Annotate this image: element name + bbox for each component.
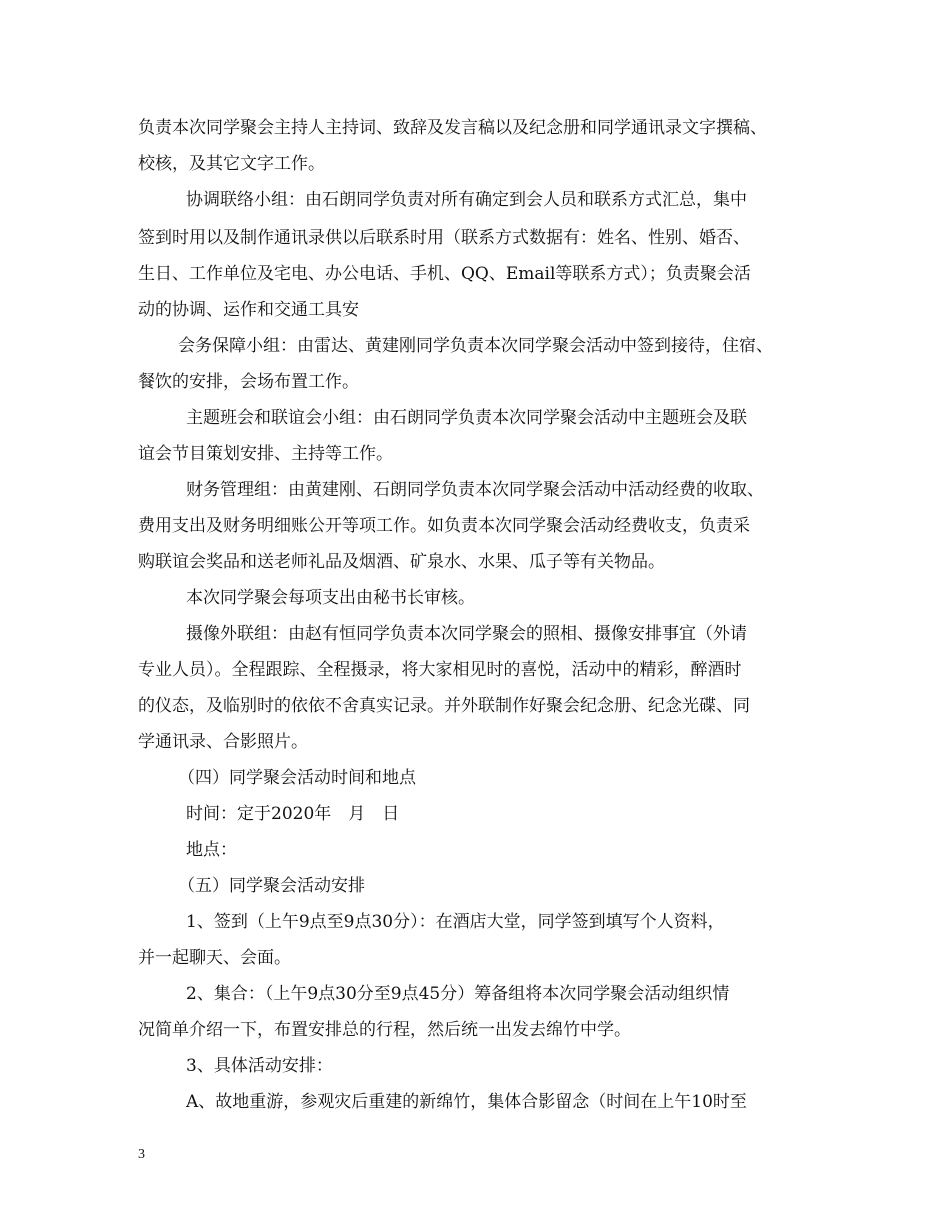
text-line: 财务管理组：由黄建刚、石朗同学负责本次同学聚会活动中活动经费的收取、: [186, 480, 764, 500]
text-line: 生日、工作单位及宅电、办公电话、手机、QQ、Email等联系方式）；负责聚会活: [138, 264, 751, 284]
text-line: 签到时用以及制作通讯录供以后联系时用（联系方式数据有：姓名、性别、婚否、: [138, 228, 750, 248]
text-line: 并一起聊天、会面。: [138, 948, 291, 968]
text-line: 本次同学聚会每项支出由秘书长审核。: [186, 588, 475, 608]
text-line: 摄像外联组：由赵有恒同学负责本次同学聚会的照相、摄像安排事宜（外请: [186, 624, 747, 644]
page-number: 3: [138, 1147, 145, 1162]
section-heading: （四）同学聚会活动时间和地点: [178, 768, 416, 788]
text-line: 学通讯录、合影照片。: [138, 732, 308, 752]
text-line: 时间：定于2020年 月 日: [186, 804, 400, 824]
text-line: 3、具体活动安排：: [186, 1056, 333, 1076]
text-line: 1、签到（上午9点至9点30分）：在酒店大堂，同学签到填写个人资料，: [186, 912, 725, 932]
text-line: 专业人员）。全程跟踪、全程摄录，将大家相见时的喜悦，活动中的精彩，醉酒时: [138, 660, 742, 680]
text-line: 会务保障小组：由雷达、黄建刚同学负责本次同学聚会活动中签到接待，住宿、: [178, 336, 773, 356]
text-line: 费用支出及财务明细账公开等项工作。如负责本次同学聚会活动经费收支，负责采: [138, 516, 750, 536]
text-line: 购联谊会奖品和送老师礼品及烟酒、矿泉水、水果、瓜子等有关物品。: [138, 552, 665, 572]
text-line: 校核，及其它文字工作。: [138, 154, 325, 174]
text-line: 2、集合：（上午9点30分至9点45分）筹备组将本次同学聚会活动组织情: [186, 984, 730, 1004]
section-heading: （五）同学聚会活动安排: [178, 876, 365, 896]
text-line: 的仪态，及临别时的依依不舍真实记录。并外联制作好聚会纪念册、纪念光碟、同: [138, 696, 750, 716]
text-line: 主题班会和联谊会小组：由石朗同学负责本次同学聚会活动中主题班会及联: [186, 408, 747, 428]
text-line: 负责本次同学聚会主持人主持词、致辞及发言稿以及纪念册和同学通讯录文字撰稿、: [138, 118, 767, 138]
text-line: 谊会节目策划安排、主持等工作。: [138, 444, 393, 464]
text-line: 况简单介绍一下，布置安排总的行程，然后统一出发去绵竹中学。: [138, 1020, 631, 1040]
text-line: 动的协调、运作和交通工具安: [138, 300, 359, 320]
text-line: 地点：: [186, 840, 237, 860]
text-line: 餐饮的安排，会场布置工作。: [138, 372, 359, 392]
text-line: 协调联络小组：由石朗同学负责对所有确定到会人员和联系方式汇总，集中: [186, 190, 747, 210]
text-line: A、故地重游，参观灾后重建的新绵竹，集体合影留念（时间在上午10时至: [186, 1092, 747, 1112]
